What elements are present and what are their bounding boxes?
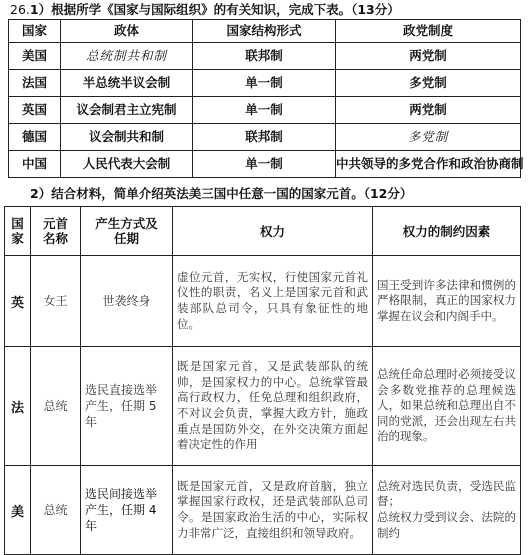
constraint-cell: 国王受到许多法律和惯例的严格限制，真正的国家权力掌握在议会和内阁手中。: [373, 256, 521, 347]
country-cell: 法国: [9, 70, 61, 97]
table-row: [9, 43, 521, 70]
header-country: 国 家: [5, 207, 31, 256]
question-1-text: 1）根据所学《国家与国际组织》的有关知识，完成下表。（13分）: [29, 2, 400, 17]
question-1-heading: [10, 2, 520, 18]
table-row: [5, 256, 521, 347]
party-cell: 两党制: [336, 43, 521, 70]
head-title-cell: 总统: [31, 347, 81, 466]
structure-cell: 联邦制: [193, 43, 336, 70]
head-title-cell: 总统: [31, 466, 81, 555]
country-cell: 英国: [9, 97, 61, 124]
regime-cell: 议会制君主立宪制: [61, 97, 193, 124]
structure-cell: 单一制: [193, 151, 336, 178]
country-cell: 德国: [9, 124, 61, 151]
country-cell: 美国: [9, 43, 61, 70]
regime-cell: 总统制共和制: [61, 43, 193, 70]
header-constraint: 权力的制约因素: [373, 207, 521, 256]
header-party: 政党制度: [336, 20, 521, 43]
party-cell: 多党制: [336, 124, 521, 151]
question-number: 26.: [10, 2, 30, 17]
constraint-cell: 总统任命总理时必须接受议会多数党推荐的总理候选人，如果总统和总理出自不同的党派，还会出现左右共治的现象。: [373, 347, 521, 466]
table-row: [5, 466, 521, 555]
table-row: [9, 70, 521, 97]
header-regime: 政体: [61, 20, 193, 43]
table-row: [9, 97, 521, 124]
structure-cell: 联邦制: [193, 124, 336, 151]
table-row: [9, 124, 521, 151]
table-header-row: [5, 207, 521, 256]
structure-cell: 单一制: [193, 70, 336, 97]
power-cell: 虚位元首，无实权，行使国家元首礼仪性的职责，名义上是国家元首和武装部队总司令，只具有象征性的地位。: [173, 256, 373, 347]
country-cell: 中国: [9, 151, 61, 178]
regime-cell: 人民代表大会制: [61, 151, 193, 178]
party-cell: 多党制: [336, 70, 521, 97]
method-term-cell: 选民直接选举产生，任期 5 年: [81, 347, 173, 466]
table-political-systems: [8, 19, 524, 178]
structure-cell: 单一制: [193, 97, 336, 124]
method-term-cell: 选民间接选举产生，任期 4 年: [81, 466, 173, 555]
question-2-heading: 2）结合材料，简单介绍英法美三国中任意一国的国家元首。（12分）: [30, 186, 413, 201]
header-structure: 国家结构形式: [193, 20, 336, 43]
regime-cell: 议会制共和制: [61, 124, 193, 151]
method-term-cell: 世袭终身: [81, 256, 173, 347]
country-cell: 美: [5, 466, 31, 555]
party-cell: 两党制: [336, 97, 521, 124]
header-method-term: 产生方式及 任期: [81, 207, 173, 256]
country-cell: 法: [5, 347, 31, 466]
head-title-cell: 女王: [31, 256, 81, 347]
table-row: [9, 151, 521, 178]
table-row: [5, 347, 521, 466]
header-head-title: 元首 名称: [31, 207, 81, 256]
regime-cell: 半总统半议会制: [61, 70, 193, 97]
header-power: 权力: [173, 207, 373, 256]
header-country: 国家: [9, 20, 61, 43]
country-cell: 英: [5, 256, 31, 347]
power-cell: 既是国家元首，又是武装部队的统帅，是国家权力的中心。总统掌管最高行政权力，任免总理和组织政府，不对议会负责，掌握大政方针，施政重点是国防外交，在外交决策方面起着决定性的作用: [173, 347, 373, 466]
party-cell: 中共领导的多党合作和政治协商制: [336, 151, 521, 178]
table-heads-of-state: [4, 206, 521, 555]
power-cell: 既是国家元首，又是政府首脑，独立掌握国家行政权，还是武装部队总司令。是国家政治生活的中心，实际权力非常广泛，直接组织和领导政府。: [173, 466, 373, 555]
table-header-row: [9, 20, 521, 43]
constraint-cell: 总统对选民负责，受选民监督； 总统权力受到议会、法院的制约: [373, 466, 521, 555]
